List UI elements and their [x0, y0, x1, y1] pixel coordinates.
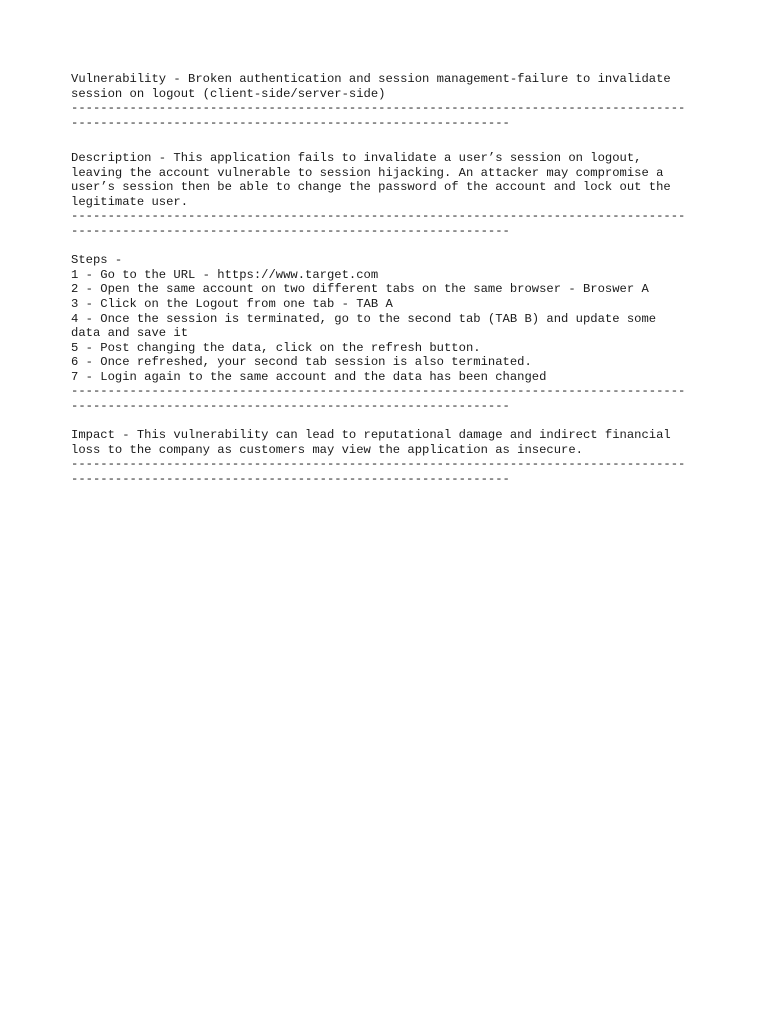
- step-item: 2 - Open the same account on two different tabs on the same browser - Broswer A: [71, 282, 649, 297]
- divider-line: ------------------------------------------------------------------------------------: [71, 101, 686, 116]
- step-item: 4 - Once the session is terminated, go to the second tab (TAB B) and update some: [71, 311, 657, 326]
- description-line: leaving the account vulnerable to session hijacking. An attacker may compromise a: [71, 165, 664, 180]
- step-item: 3 - Click on the Logout from one tab - TAB A: [71, 296, 393, 311]
- step-item: 7 - Login again to the same account and the data has been changed: [71, 369, 547, 384]
- divider-line: ------------------------------------------------------------: [71, 399, 510, 414]
- divider-line: ------------------------------------------------------------: [71, 472, 510, 487]
- divider-line: ------------------------------------------------------------: [71, 115, 510, 130]
- description-line: Description - This application fails to invalidate a user’s session on logout,: [71, 150, 642, 165]
- vulnerability-section: [71, 72, 711, 130]
- document-page: [71, 72, 711, 487]
- impact-line: Impact - This vulnerability can lead to reputational damage and indirect financial: [71, 428, 671, 443]
- divider-line: ------------------------------------------------------------: [71, 223, 510, 238]
- vulnerability-title-line: session on logout (client-side/server-side): [71, 86, 386, 101]
- divider-line: ------------------------------------------------------------------------------------: [71, 209, 686, 224]
- impact-line: loss to the company as customers may view the application as insecure.: [71, 442, 583, 457]
- step-item: 5 - Post changing the data, click on the refresh button.: [71, 340, 481, 355]
- step-item: data and save it: [71, 326, 189, 341]
- spacer: [71, 130, 711, 145]
- impact-section: [71, 428, 711, 486]
- description-line: user’s session then be able to change the password of the account and lock out the: [71, 180, 671, 195]
- spacer: [71, 414, 711, 429]
- divider-line: ------------------------------------------------------------------------------------: [71, 457, 686, 472]
- spacer: [71, 239, 711, 254]
- step-item: 1 - Go to the URL - https://www.target.com: [71, 267, 379, 282]
- vulnerability-title-line: Vulnerability - Broken authentication and session management-failure to invalidate: [71, 72, 671, 86]
- step-item: 6 - Once refreshed, your second tab session is also terminated.: [71, 355, 532, 370]
- description-section: [71, 151, 711, 239]
- divider-line: ------------------------------------------------------------------------------------: [71, 384, 686, 399]
- description-line: legitimate user.: [71, 194, 189, 209]
- steps-section: [71, 253, 711, 414]
- steps-heading: Steps -: [71, 253, 123, 268]
